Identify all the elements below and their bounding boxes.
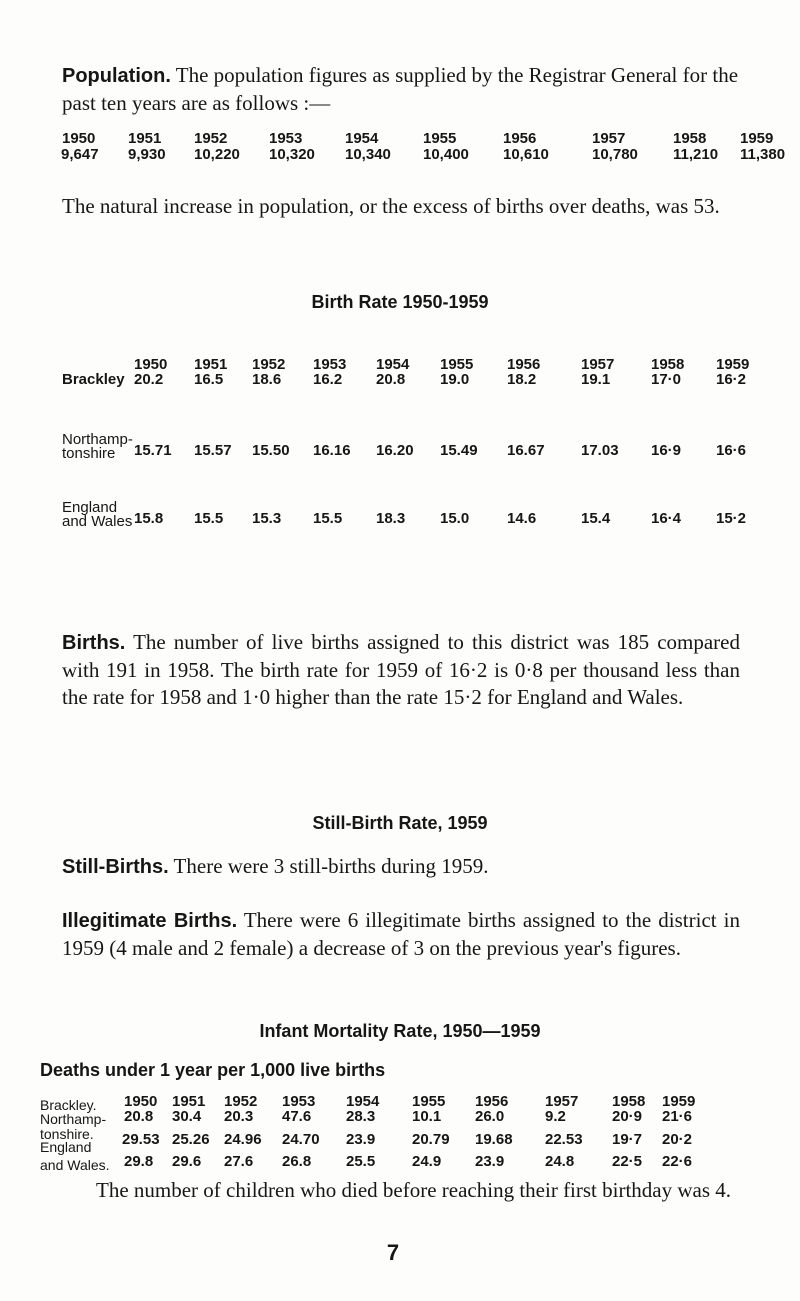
birth-rate-year-cell: 1959 [716,356,750,373]
infant-mortality-cell: 47.6 [282,1108,312,1125]
birth-rate-cell: 15.50 [252,442,290,459]
infant-mortality-cell: 20.3 [224,1108,254,1125]
infant-mortality-cell: 20.8 [124,1108,154,1125]
infant-mortality-row-label: Northamp- [40,1111,107,1127]
still-births-text: There were 3 still-births during 1959. [173,854,489,878]
population-intro-text: The population figures as supplied by the Registrar General for the past ten years are as follows :— [62,63,739,115]
birth-rate-cell: 15.71 [134,442,172,459]
population-value-cell: 10,780 [592,146,638,163]
birth-rate-year-cell: 1957 [581,356,615,373]
infant-mortality-row-label: and Wales. [40,1157,110,1173]
infant-mortality-year-cell: 1953 [282,1093,316,1110]
infant-mortality-cell: 29.8 [124,1153,154,1170]
infant-mortality-cell: 26.0 [475,1108,505,1125]
population-year-cell: 1957 [592,130,626,147]
birth-rate-cell: 16.16 [313,442,351,459]
infant-mortality-cell: 25.5 [346,1153,376,1170]
birth-rate-cell: 15.8 [134,510,164,527]
population-value-cell: 10,610 [503,146,549,163]
birth-rate-cell: 20.8 [376,371,406,388]
birth-rate-cell: 19.1 [581,371,611,388]
population-value-cell: 11,380 [740,146,786,163]
population-year-cell: 1950 [62,130,96,147]
population-intro [62,62,738,117]
birth-rate-cell: 19.0 [440,371,470,388]
birth-rate-cell: 18.6 [252,371,282,388]
birth-rate-cell: 16.20 [376,442,414,459]
infant-mortality-row-label: Brackley. [40,1097,97,1113]
population-value-cell: 10,340 [345,146,391,163]
population-value-cell: 10,220 [194,146,240,163]
birth-rate-year-cell: 1954 [376,356,410,373]
infant-mortality-year-cell: 1951 [172,1093,206,1110]
birth-rate-row-label: and Wales [62,513,133,530]
infant-mortality-cell: 19·7 [612,1131,643,1148]
infant-mortality-cell: 10.1 [412,1108,442,1125]
birth-rate-row-label: Northamp- [62,431,133,448]
birth-rate-cell: 16·6 [716,442,747,459]
illegitimate-text: There were 6 illegitimate births assigned to the district in 1959 (4 male and 2 female) a decrease of 3 on the previous year's figures. [62,908,740,960]
infant-mortality-year-cell: 1956 [475,1093,509,1110]
infant-mortality-cell: 23.9 [346,1131,376,1148]
infant-mortality-cell: 24.70 [282,1131,320,1148]
birth-rate-cell: 15.4 [581,510,611,527]
infant-mortality-cell: 20·2 [662,1131,693,1148]
population-value-cell: 11,210 [673,146,719,163]
population-value-cell: 10,400 [423,146,469,163]
population-year-cell: 1953 [269,130,303,147]
population-year-cell: 1951 [128,130,162,147]
birth-rate-year-cell: 1950 [134,356,168,373]
still-birth-heading: Still-Birth Rate, 1959 [312,813,488,833]
infant-mortality-cell: 20·9 [612,1108,643,1125]
illegitimate-label: Illegitimate Births. [62,910,238,932]
birth-rate-year-cell: 1952 [252,356,286,373]
infant-mortality-cell: 22·5 [612,1153,643,1170]
birth-rate-year-cell: 1951 [194,356,228,373]
infant-mortality-year-cell: 1957 [545,1093,579,1110]
birth-rate-cell: 15.0 [440,510,470,527]
birth-rate-year-cell: 1958 [651,356,685,373]
infant-mortality-cell: 28.3 [346,1108,376,1125]
population-value-cell: 10,320 [269,146,315,163]
birth-rate-cell: 16.5 [194,371,224,388]
birth-rate-cell: 17.03 [581,442,619,459]
infant-mortality-cell: 24.96 [224,1131,262,1148]
birth-rate-row-label: England [62,499,118,516]
population-year-cell: 1955 [423,130,457,147]
infant-mortality-year-cell: 1959 [662,1093,696,1110]
still-births-label: Still-Births. [62,856,169,878]
infant-deaths-text: The number of children who died before reaching their first birthday was 4. [96,1178,732,1202]
infant-mortality-row-label: tonshire. [40,1126,94,1142]
population-value-cell: 9,647 [61,146,99,163]
infant-mortality-cell: 26.8 [282,1153,312,1170]
population-year-cell: 1952 [194,130,228,147]
birth-rate-cell: 17·0 [651,371,682,388]
birth-rate-year-cell: 1955 [440,356,474,373]
population-year-cell: 1956 [503,130,537,147]
population-heading: Population. [62,65,171,87]
birth-rate-cell: 15.49 [440,442,478,459]
birth-rate-year-cell: 1953 [313,356,347,373]
infant-mortality-cell: 23.9 [475,1153,505,1170]
infant-mortality-row-label: England [40,1139,92,1155]
birth-rate-year-cell: 1956 [507,356,541,373]
natural-increase [62,193,738,220]
birth-rate-cell: 14.6 [507,510,537,527]
infant-mortality-cell: 24.9 [412,1153,442,1170]
infant-mortality-heading: Infant Mortality Rate, 1950—1959 [259,1021,541,1041]
births-section [62,629,740,711]
birth-rate-cell: 15.57 [194,442,232,459]
still-births-section [62,853,738,881]
birth-rate-cell: 16.67 [507,442,545,459]
infant-deaths [40,1177,740,1204]
infant-mortality-year-cell: 1952 [224,1093,258,1110]
infant-mortality-cell: 30.4 [172,1108,202,1125]
infant-mortality-year-cell: 1950 [124,1093,158,1110]
infant-mortality-year-cell: 1955 [412,1093,446,1110]
population-year-cell: 1958 [673,130,707,147]
births-text: The number of live births assigned to this district was 185 compared with 191 in 1958. The birth rate for 1959 of 16·2 is 0·8 per thousand less than the rate for 1958 and 1·0 higher than the rate 15·2 for England and Wales. [62,630,740,709]
infant-mortality-cell: 24.8 [545,1153,575,1170]
infant-mortality-subheading: Deaths under 1 year per 1,000 live births [40,1060,386,1080]
birth-rate-cell: 15·2 [716,510,747,527]
birth-rate-heading: Birth Rate 1950-1959 [311,292,489,312]
infant-mortality-year-cell: 1958 [612,1093,646,1110]
birth-rate-row-label: tonshire [62,445,116,462]
infant-mortality-cell: 25.26 [172,1131,210,1148]
infant-mortality-cell: 19.68 [475,1131,513,1148]
natural-increase-text: The natural increase in population, or the excess of births over deaths, was 53. [62,194,720,218]
infant-mortality-cell: 29.53 [122,1131,160,1148]
population-year-cell: 1954 [345,130,379,147]
birth-rate-cell: 16·4 [651,510,682,527]
birth-rate-cell: 16·2 [716,371,747,388]
birth-rate-cell: 18.2 [507,371,537,388]
birth-rate-cell: 16·9 [651,442,682,459]
birth-rate-cell: 15.5 [194,510,224,527]
page-number: 7 [386,1240,400,1265]
birth-rate-cell: 15.5 [313,510,343,527]
population-year-cell: 1959 [740,130,774,147]
infant-mortality-cell: 9.2 [545,1108,566,1125]
population-value-cell: 9,930 [128,146,166,163]
birth-rate-cell: 16.2 [313,371,343,388]
birth-rate-row-label: Brackley [62,371,125,388]
infant-mortality-cell: 21·6 [662,1108,693,1125]
infant-mortality-cell: 29.6 [172,1153,202,1170]
birth-rate-cell: 18.3 [376,510,406,527]
illegitimate-section [62,907,740,962]
births-heading: Births. [62,632,126,654]
infant-mortality-cell: 22.53 [545,1131,583,1148]
infant-mortality-cell: 20.79 [412,1131,450,1148]
birth-rate-cell: 20.2 [134,371,164,388]
birth-rate-cell: 15.3 [252,510,282,527]
infant-mortality-cell: 22·6 [662,1153,693,1170]
infant-mortality-cell: 27.6 [224,1153,254,1170]
infant-mortality-year-cell: 1954 [346,1093,380,1110]
